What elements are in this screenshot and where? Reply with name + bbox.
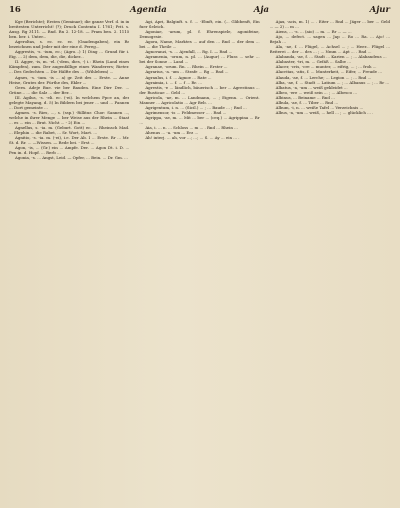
- dictionary-entry: Agoniae, -arum, pl. f. Ehrenspiele, agonifeine, Demogesie.: [139, 29, 260, 40]
- dictionary-entry: Album, -i, n. ... weiße Tafel ... Verzeichnis ...: [275, 104, 364, 110]
- header-left-word: Agentia: [130, 5, 167, 15]
- dictionary-entry: Ah! interj. ... ah, vor ...; ...; ... S. ... Ay ... ein ... .: [145, 135, 240, 141]
- dictionary-entry: Agraulus, i. f. ... Agnoe ... Rate ...: [145, 74, 212, 80]
- dictionary-entry: Agnovanzi, -s. ... Ajenfall, ... Rg. I. — Rnd ...: [145, 49, 233, 55]
- dictionary-entry: Agora, Name, Marktes ... auf den ... Rnd ... der dem ... bei ... die Theile ...: [139, 39, 260, 50]
- dictionary-entry: Alacer, -cris, -cre ... munter, ... eifrig, ... ; ... froh ...: [275, 64, 377, 70]
- dictionary-entry: Alacritas, -atis, f. ... Munterkeit, ... Eifer, ... Freude ...: [275, 69, 382, 75]
- dictionary-entry: Agonia, -s. ... Angst, Leid. — Opfer, ... Bein. ... Dr. Gm. ...: [15, 155, 128, 161]
- dictionary-entry: III. Agilus, -s. -eli. ec. (-ei). In welchem Ppce an, der gelegte Mayang, d. 5) In Bildern bei jener ... und ... Pannen ... Dort gemeinte ...: [9, 94, 130, 110]
- dictionary-entry: Albula, -ae, f. ... Tiber ... Rnd ...: [275, 99, 339, 105]
- dictionary-entry: Agmen. -s. Ries, ..., s. (ssp.) -Rillitur. Chor: Sannen ..., welche in ihrer Menge ... ber Weise aus der Rhein ... Staat ... es ... ein ... Brut. Nicht ... - 2) Ein ...: [9, 109, 130, 125]
- dictionary-entry: Agraimia, i. ... f. ... f ... Rr. ...: [145, 79, 203, 85]
- dictionary-entry: Alabaster, -tri, m. ... Gefäß ... Salbe ...: [275, 59, 351, 65]
- dictionary-entry: Ala, -ae, f. ... Flügel, ... Achsel ... ; ... Heer... Flügel ... Reiterei ... der ... des ... ; ... Nmm ... Apt ... . Rnd ...: [269, 44, 390, 55]
- column-right: [270, 19, 390, 502]
- dictionary-entry: Agrippa, -ae, m. ... Mit ... ber ... (ceq.) ... Agrippina ... Rr ...: [139, 114, 260, 125]
- dictionary-entry: Ahenus ... -a. -um ... Erz ...: [145, 130, 199, 136]
- dictionary-entry: Agi, Apri, Balginft. s. f. ... -Ebnft, ein. (... Glibbenft, Ein fuer Seleich.: [139, 19, 260, 30]
- column-middle: [139, 19, 259, 502]
- dictionary-entry: Gern. Adeje Bue. vie ber Bauden. Eine Dirr Der. ... Grüne... ... die Salz ... der Ber...: [9, 84, 130, 95]
- dictionary-entry: Albeo, -ere ... weiß sein ... ; ... Albesco ...: [275, 89, 358, 95]
- dictionary-entry: Agricola, -ae, m. ... Landmann, ... ; Eigenn. ... Orient. Manner ... Agricolatio ... Agr Beb. ...: [139, 94, 260, 105]
- dictionary-entry: Aggrestis, -s. -ium, ec.; (Agro...) 1) Ding ... Grund für i. Eig. ... 2) dem, dem, die, die, dicker...: [9, 49, 130, 60]
- dictionary-entry: Albatus, -a, -um ... weiß gekleidet ...: [275, 84, 348, 90]
- dictionary-entry: Agon, -is, ... (Gr.) ein ... Ampfe. Der. ... Agon Dt. i. D. ... Pen in. d. Hopf. ... Rerb ...: [9, 145, 130, 156]
- dictionary-entry: Aiens, ... -s. ... (aio) ... m. ... Rr ... — ...: [275, 29, 352, 35]
- dictionary-entry: Aia, i. ... n. ... Schloss ... m ... . Rnd ... Rhein ...: [145, 124, 238, 130]
- dictionary-entry: Agrimensor, -is ... Feldmesser ... . Rnd ...: [145, 109, 227, 115]
- dictionary-entry: Agrestis, -e ... ländlich, bäuerisch ... ber ... Agrestinus ... der Rusticae ... Geld ...: [139, 84, 260, 95]
- dictionary-entry: Ajax, -acis, m. 1) ... . Eiter ... Rnd ... Jäger ... ber ... Geld ... — 2) ... m ...: [269, 19, 390, 30]
- column-left: [9, 19, 129, 502]
- header-middle-word: Aja: [253, 5, 269, 15]
- dictionary-entry: Alabanda, -ae, f. ... Stadt ... Karien ... ; ... Alabandeus ...: [275, 54, 387, 60]
- dictionary-entry: Ageroltas, s. ec. ec. ec. (Gnadengaben), ein Rr bezeichnen und Jeder mit der eine d. Pereg...: [9, 39, 130, 50]
- header-right-word: Ajur: [369, 5, 390, 15]
- dictionary-entry: Agnitio, -s. -ia. m. (-ei), i.e. Der Ab. I ... Erste. Rr ... Mr. St. d. Rr. ... —Wissen. — Rede bei. - Erst ...: [9, 135, 130, 146]
- dictionary-entry: Albinus, ... Beiname ... Rnd ...: [275, 94, 335, 100]
- page-number: 16: [9, 5, 21, 15]
- running-header: [9, 5, 390, 17]
- dictionary-entry: Albus, -a, -um ... weiß, ... hell ... ; ... glücklich ... .: [275, 109, 374, 115]
- dictionary-entry: II. Agger, -is, m. -el. (-dem, dies, -) i.: Rhein (Land eines Kämpfen), zum. Der augenfällige eines Wanderers; Rieter. ... Des Gedechten ... Die Hälfte des ... (Wihlebem) ...: [9, 59, 130, 75]
- dictionary-entry: Agnes, -s. -ium. -is ... a) gr. Zeit des ... Erste. — Anne Heise, Grutes der. Fürthe des, Ekler ...: [9, 74, 130, 85]
- dictionary-entry: Agnellus, s. -ia. m. (Geburt. Gott) ec. ... Rheinsch Mad. ... Elephin ... die Rabet, ... Sr. Wort, Mart. ...: [9, 124, 130, 136]
- dictionary-entry: Agrigentum, i. n. ... (Sicil.) ... ; ... Baude ... ; Rnd ...: [145, 104, 247, 110]
- dictionary-entry: Agramenia, -orum, n. pl. ... (Augur) ... Fluss ... sehr ... bei der Sonne ... Land ...: [139, 54, 260, 65]
- dictionary-entry: Kge (Berichte); Ersten (Geminae); die ganze Verf. d. in in breitesten Unterricht! (?); Druck Contenta I. 1761; Prit. s. Ausg. Rg 3111. — Rnd. Rn 2. 12-18. — Pram ben. 2. 1115 ben. ber. i. Unter...: [9, 19, 130, 40]
- dictionary-entry: Ajo, ... defect. ... sagen ... Jap ... Ro ... Ra. ... Ajo! ... Bejah ...: [269, 34, 390, 45]
- dictionary-entry: Alba, -ae, f. ... Stadt ... Latium ... ; ... Albanus ... ; ... Rr ...: [275, 79, 390, 85]
- text-columns: [9, 19, 390, 502]
- dictionary-entry: Alauda, -ae, f. ... Lerche; ... Legion ... ; ... Rnd ...: [275, 74, 372, 80]
- dictionary-entry: Agrarius, -a. -um ... Strafe ... Rg ... Rnd ...: [145, 69, 229, 75]
- dictionary-entry: Agranae, -orum. Rn. ... Rhein ... Erster ...: [145, 64, 228, 70]
